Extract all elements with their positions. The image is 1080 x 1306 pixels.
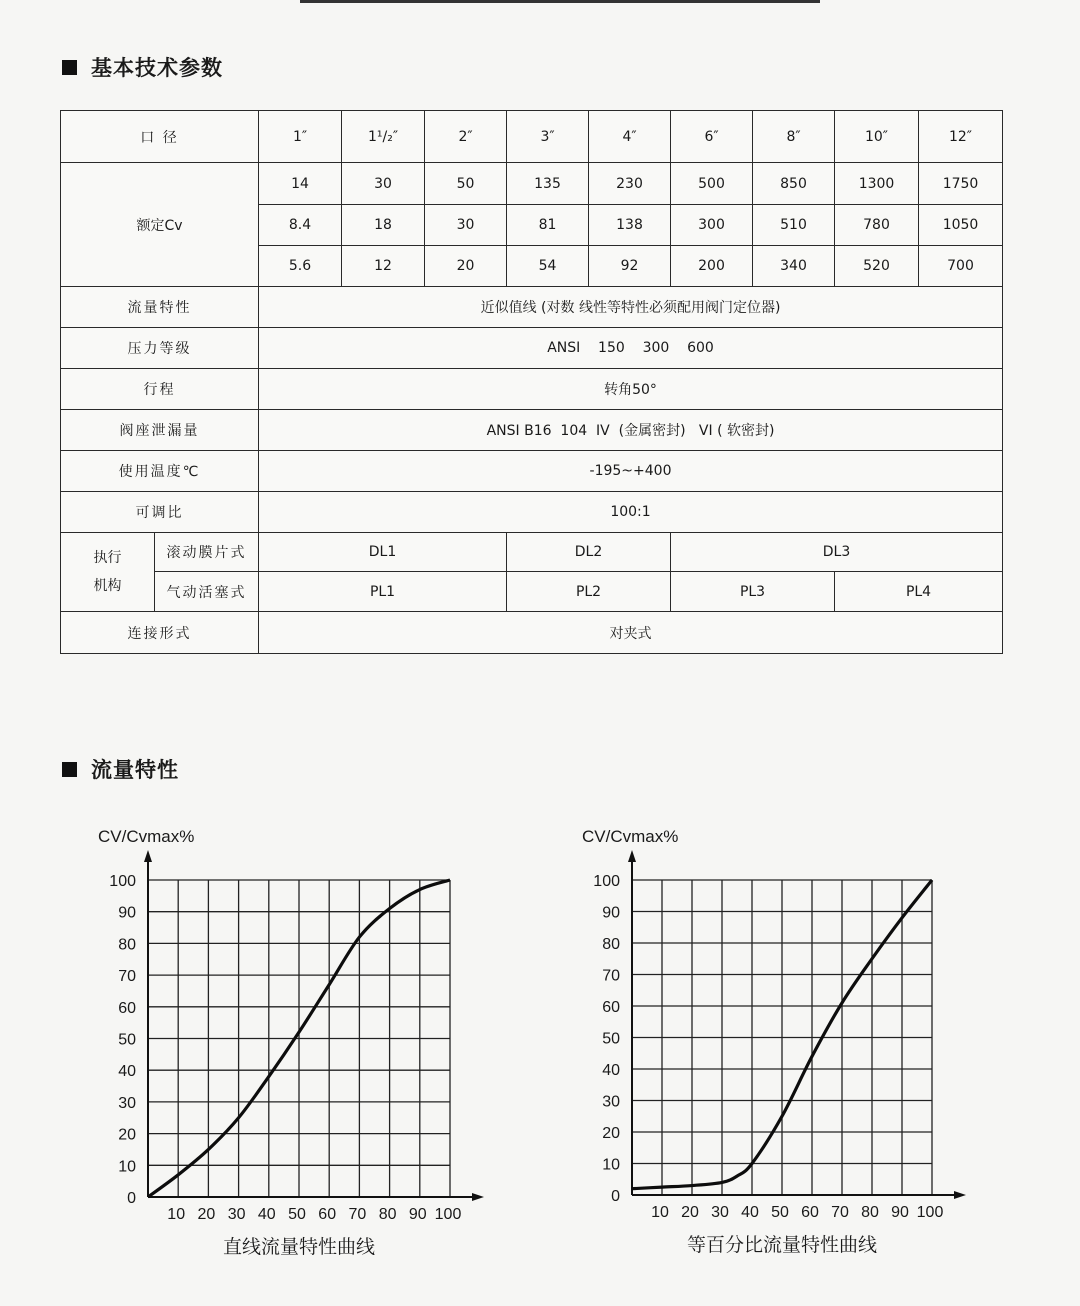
y-tick-label: 90 <box>118 904 136 922</box>
cv-cell: 510 <box>753 205 835 246</box>
size-cell: 8″ <box>753 111 835 163</box>
cv-cell: 8.4 <box>259 205 342 246</box>
x-axis-arrow-icon <box>472 1193 484 1201</box>
diaphragm-cell: DL2 <box>507 533 671 572</box>
cv-cell: 1300 <box>835 163 919 205</box>
size-cell: 12″ <box>919 111 1003 163</box>
y-tick-label: 100 <box>109 873 136 890</box>
y-tick-label: 20 <box>118 1126 136 1144</box>
spec-table <box>60 110 1003 654</box>
connection-value: 对夹式 <box>259 612 1003 654</box>
cv-cell: 200 <box>671 246 753 287</box>
size-cell: 2″ <box>425 111 507 163</box>
chart-title: 直线流量特性曲线 <box>222 1237 376 1258</box>
y-axis-arrow-icon <box>144 850 152 862</box>
y-tick-label: 60 <box>602 999 620 1016</box>
piston-cell: PL3 <box>671 572 835 612</box>
flow-value: 近似值线 (对数 线性等特性必须配用阀门定位器) <box>259 287 1003 328</box>
stroke-label: 行程 <box>61 369 259 410</box>
piston-cell: PL1 <box>259 572 507 612</box>
x-tick-label: 80 <box>861 1204 879 1221</box>
leak-label: 阀座泄漏量 <box>61 410 259 451</box>
y-tick-label: 0 <box>611 1188 620 1205</box>
x-tick-label: 70 <box>348 1206 367 1223</box>
cv-cell: 20 <box>425 246 507 287</box>
cv-cell: 30 <box>342 163 425 205</box>
table-row <box>61 451 1003 492</box>
cv-cell: 520 <box>835 246 919 287</box>
flow-label: 流量特性 <box>61 287 259 328</box>
actuator-label <box>61 533 155 612</box>
x-tick-label: 20 <box>197 1206 216 1223</box>
y-tick-label: 10 <box>118 1158 136 1176</box>
cv-cell: 700 <box>919 246 1003 287</box>
y-axis-arrow-icon <box>628 850 636 862</box>
table-row <box>61 163 1003 205</box>
x-tick-label: 50 <box>771 1204 789 1221</box>
y-tick-label: 40 <box>602 1062 620 1079</box>
cv-cell: 30 <box>425 205 507 246</box>
cv-cell: 54 <box>507 246 589 287</box>
y-tick-label: 60 <box>118 999 136 1017</box>
table-row <box>61 410 1003 451</box>
cv-cell: 12 <box>342 246 425 287</box>
x-tick-label: 70 <box>831 1204 849 1221</box>
table-row <box>61 369 1003 410</box>
x-tick-label: 100 <box>916 1204 944 1221</box>
cv-cell: 300 <box>671 205 753 246</box>
y-tick-label: 30 <box>118 1094 136 1112</box>
x-tick-label: 50 <box>288 1206 306 1223</box>
table-row <box>61 111 1003 163</box>
x-tick-label: 40 <box>257 1206 276 1223</box>
table-row <box>61 328 1003 369</box>
piston-cell: PL2 <box>507 572 671 612</box>
square-bullet-icon <box>62 60 77 75</box>
cv-cell: 138 <box>589 205 671 246</box>
x-tick-label: 20 <box>681 1204 699 1221</box>
y-tick-label: 90 <box>602 904 620 922</box>
diaphragm-cell: DL1 <box>259 533 507 572</box>
table-row <box>61 492 1003 533</box>
table-row <box>61 287 1003 328</box>
cv-cell: 1050 <box>919 205 1003 246</box>
cv-cell: 5.6 <box>259 246 342 287</box>
table-row <box>61 572 1003 612</box>
connection-label: 连接形式 <box>61 612 259 654</box>
section-title-flow <box>62 754 179 784</box>
size-cell: 10″ <box>835 111 919 163</box>
cv-cell: 230 <box>589 163 671 205</box>
y-tick-label: 40 <box>118 1063 136 1081</box>
cv-cell: 18 <box>342 205 425 246</box>
x-tick-label: 30 <box>711 1204 729 1221</box>
piston-label: 气动活塞式 <box>155 572 259 612</box>
table-row <box>61 533 1003 572</box>
y-tick-label: 50 <box>118 1031 136 1049</box>
x-axis-arrow-icon <box>954 1191 966 1199</box>
square-bullet-icon <box>62 762 77 777</box>
x-tick-label: 90 <box>891 1204 909 1221</box>
cv-cell: 14 <box>259 163 342 205</box>
x-tick-label: 30 <box>227 1206 246 1223</box>
size-cell: 1¹/₂″ <box>342 111 425 163</box>
y-tick-label: 70 <box>118 968 136 986</box>
y-tick-label: 80 <box>602 936 620 953</box>
cv-cell: 135 <box>507 163 589 205</box>
section-title-text: 流量特性 <box>91 758 179 782</box>
cv-cell: 92 <box>589 246 671 287</box>
linear-flow-chart <box>80 815 500 1265</box>
y-tick-label: 30 <box>602 1093 620 1111</box>
cv-cell: 500 <box>671 163 753 205</box>
top-rule <box>300 0 820 3</box>
diaphragm-label: 滚动膜片式 <box>155 533 259 572</box>
actuator-label-line: 机构 <box>93 578 122 594</box>
diameter-label: 口 径 <box>61 111 259 163</box>
size-cell: 6″ <box>671 111 753 163</box>
x-tick-label: 60 <box>318 1206 337 1223</box>
section-title-text: 基本技术参数 <box>91 56 223 80</box>
pressure-value: ANSI 150 300 600 <box>259 328 1003 369</box>
cv-cell: 81 <box>507 205 589 246</box>
stroke-value: 转角50° <box>259 369 1003 410</box>
equal-percentage-flow-chart <box>570 812 990 1267</box>
range-value: 100:1 <box>259 492 1003 533</box>
x-tick-label: 60 <box>801 1204 819 1221</box>
x-tick-label: 90 <box>408 1206 427 1223</box>
piston-cell: PL4 <box>835 572 1003 612</box>
y-tick-label: 0 <box>127 1190 136 1207</box>
table-row <box>61 612 1003 654</box>
cv-label: 额定Cv <box>61 163 259 287</box>
y-tick-label: 50 <box>602 1030 620 1048</box>
diaphragm-cell: DL3 <box>671 533 1003 572</box>
y-tick-label: 70 <box>602 967 620 985</box>
actuator-label-line: 执行 <box>93 550 122 566</box>
x-tick-label: 40 <box>741 1204 759 1221</box>
cv-cell: 780 <box>835 205 919 246</box>
section-title-specs <box>62 52 223 82</box>
y-axis-label: CV/Cvmax% <box>98 827 195 846</box>
size-cell: 4″ <box>589 111 671 163</box>
leak-value: ANSI B16 104 IV (金属密封) VI ( 软密封) <box>259 410 1003 451</box>
y-tick-label: 80 <box>118 936 136 954</box>
cv-cell: 850 <box>753 163 835 205</box>
temp-label: 使用温度℃ <box>61 451 259 492</box>
x-tick-label: 10 <box>167 1206 186 1223</box>
cv-cell: 340 <box>753 246 835 287</box>
x-tick-label: 100 <box>434 1206 462 1223</box>
cv-cell: 1750 <box>919 163 1003 205</box>
y-tick-label: 100 <box>593 873 620 890</box>
y-axis-label: CV/Cvmax% <box>582 827 679 846</box>
cv-cell: 50 <box>425 163 507 205</box>
x-tick-label: 80 <box>378 1206 397 1223</box>
y-tick-label: 10 <box>602 1156 620 1174</box>
range-label: 可调比 <box>61 492 259 533</box>
temp-value: -195~+400 <box>259 451 1003 492</box>
chart-title: 等百分比流量特性曲线 <box>686 1235 878 1256</box>
y-tick-label: 20 <box>602 1125 620 1142</box>
x-tick-label: 10 <box>651 1204 669 1221</box>
size-cell: 3″ <box>507 111 589 163</box>
pressure-label: 压力等级 <box>61 328 259 369</box>
size-cell: 1″ <box>259 111 342 163</box>
